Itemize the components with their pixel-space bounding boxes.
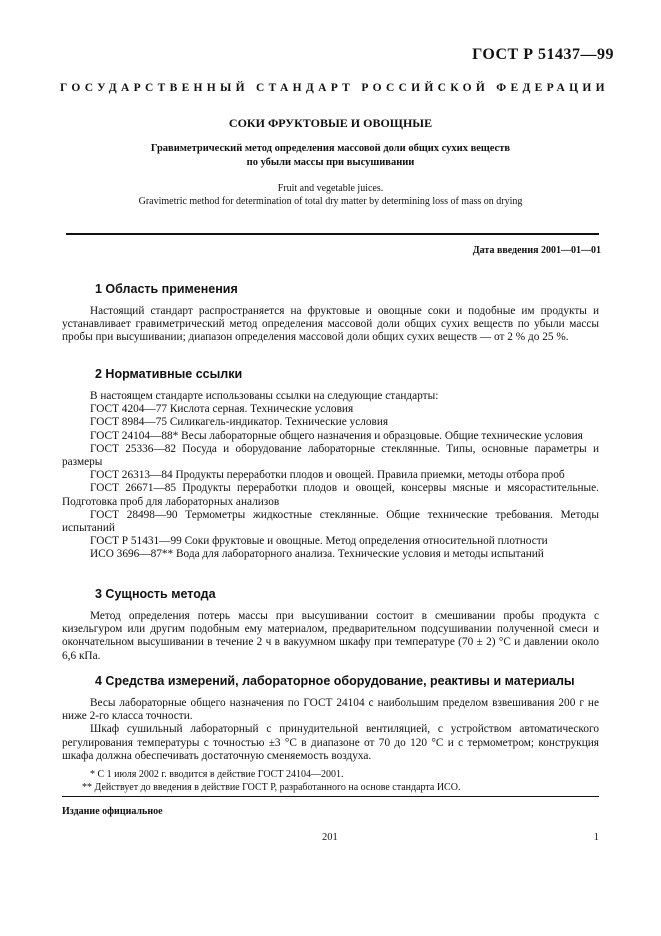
document-subtitle	[60, 142, 601, 170]
section-1-body	[62, 305, 599, 345]
reference-item: ИСО 3696—87** Вода для лабораторного анализа. Технические условия и методы испытаний	[90, 548, 544, 561]
english-title	[60, 182, 601, 208]
section-1-text: Настоящий стандарт распространяется на фруктовые и овощные соки и подобные им продукты и устанавливает гравиметрический метод определения массовой доли общих сухих веществ по убыли массы пробы при высушивании; диапазон определения массовой доли общих сухих веществ — от 2 % до 25 %.	[62, 305, 599, 344]
official-edition-label: Издание официальное	[62, 806, 163, 817]
reference-item: ГОСТ 25336—82 Посуда и оборудование лабораторные стеклянные. Типы, основные параметры и размеры	[62, 442, 599, 469]
normative-references-list	[62, 390, 599, 562]
references-intro: В настоящем стандарте использованы ссылки на следующие стандарты:	[90, 390, 439, 402]
subtitle-line-1: Гравиметрический метод определения массовой доли общих сухих веществ	[150, 143, 511, 154]
section-3-body	[62, 610, 599, 663]
english-title-line-1: Fruit and vegetable juices.	[277, 183, 384, 194]
reference-item: ГОСТ 26313—84 Продукты переработки плодов и овощей. Правила приемки, методы отбора проб	[90, 469, 565, 482]
section-3-text: Метод определения потерь массы при высушивании состоит в смешивании пробы продукта с кизельгуром или другим подобным ему материалом, предварительном подсушивании полученной смеси и окончательном высушивании в течение 2 ч в вакуумном шкафу при температуре (70 ± 2) °С и давлении около 6,6 кПа.	[62, 610, 599, 662]
document-title: СОКИ ФРУКТОВЫЕ И ОВОЩНЫЕ	[228, 116, 433, 130]
section-4-paragraph-1: Весы лабораторные общего назначения по ГОСТ 24104 с наибольшим пределом взвешивания 200 г не ниже 2-го класса точности.	[62, 697, 599, 723]
reference-item: ГОСТ 4204—77 Кислота серная. Технические условия	[90, 403, 354, 416]
section-4-body	[62, 697, 599, 763]
reference-item: ГОСТ 28498—90 Термометры жидкостные стеклянные. Общие технические требования. Методы испытаний	[62, 508, 599, 535]
footnotes	[62, 768, 599, 794]
footnote-1: * С 1 июля 2002 г. вводится в действие ГОСТ 24104—2001.	[90, 769, 344, 780]
sheet-number: 1	[593, 832, 599, 843]
reference-item: ГОСТ Р 51431—99 Соки фруктовые и овощные. Метод определения относительной плотности	[90, 535, 548, 548]
state-standard-banner: ГОСУДАРСТВЕННЫЙ СТАНДАРТ РОССИЙСКОЙ ФЕДЕРАЦИИ	[60, 82, 609, 94]
section-3-heading: 3 Сущность метода	[95, 587, 216, 601]
section-1-heading: 1 Область применения	[95, 282, 238, 296]
section-2-heading: 2 Нормативные ссылки	[95, 367, 243, 381]
header-divider	[66, 233, 599, 235]
reference-item: ГОСТ 8984—75 Силикагель-индикатор. Технические условия	[90, 416, 389, 429]
section-4-paragraph-2: Шкаф сушильный лабораторный с принудительной вентиляцией, с устройством автоматического регулирования температуры с точностью ±3 °С в диапазоне от 70 до 120 °С и с термометром; конструкция шкафа должна обеспечивать достаточную сменяемость воздуха.	[62, 723, 599, 762]
footer-divider	[62, 796, 599, 797]
reference-item: ГОСТ 24104—88* Весы лабораторные общего назначения и образцовые. Общие технические условия	[90, 429, 583, 442]
english-title-line-2: Gravimetric method for determination of total dry matter by determining loss of mass on drying	[138, 196, 523, 207]
page-number: 201	[322, 832, 338, 843]
footnote-2: ** Действует до введения в действие ГОСТ Р, разработанного на основе стандарта ИСО.	[82, 782, 461, 793]
section-4-heading: 4 Средства измерений, лабораторное оборудование, реактивы и материалы	[95, 674, 575, 688]
subtitle-line-2: по убыли массы при высушивании	[246, 157, 415, 168]
document-code: ГОСТ Р 51437—99	[472, 46, 614, 63]
reference-item: ГОСТ 26671—85 Продукты переработки плодов и овощей, консервы мясные и мясорастительные. Подготовка проб для лабораторных анализов	[62, 482, 599, 508]
introduction-date: Дата введения 2001—01—01	[472, 245, 601, 256]
